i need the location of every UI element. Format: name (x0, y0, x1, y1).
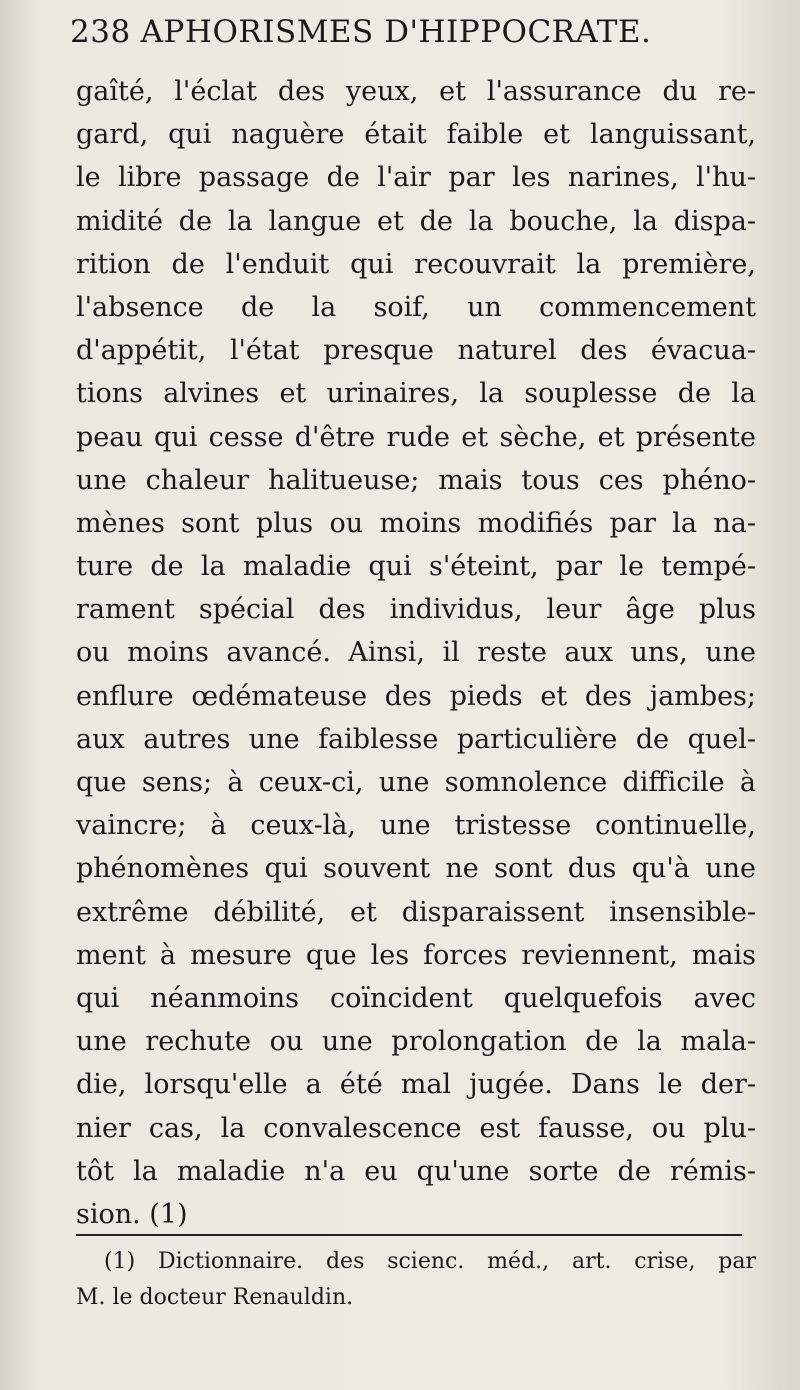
text-line: extrême débilité, et disparaissent insensible- (76, 896, 756, 928)
text-line: d'appétit, l'état presque naturel des évacua- (76, 335, 756, 367)
text-line: tôt la maladie n'a eu qu'une sorte de rémis- (76, 1155, 756, 1187)
running-header (70, 14, 770, 50)
text-line: ture de la maladie qui s'éteint, par le tempé- (76, 551, 756, 583)
footnote (76, 1244, 756, 1316)
text-line: aux autres une faiblesse particulière de quel- (76, 723, 756, 755)
text-line: une rechute ou une prolongation de la mala- (76, 1026, 756, 1058)
text-line: gard, qui naguère était faible et languissant, (76, 119, 756, 151)
running-title: APHORISMES D'HIPPOCRATE. (140, 14, 652, 50)
text-line: vaincre; à ceux-là, une tristesse continuelle, (76, 810, 756, 842)
text-line: que sens; à ceux-ci, une somnolence difficile à (76, 767, 756, 798)
page-number: 238 (70, 14, 131, 50)
text-line: ment à mesure que les forces reviennent, mais (76, 939, 756, 971)
text-line: die, lorsqu'elle a été mal jugée. Dans le der- (76, 1069, 756, 1101)
footnote-line: (1) Dictionnaire. des scienc. méd., art. crise, par (104, 1249, 756, 1274)
text-line: rition de l'enduit qui recouvrait la première, (76, 248, 756, 280)
footnote-line: M. le docteur Renauldin. (76, 1285, 354, 1310)
text-line: l'absence de la soif, un commencement (76, 291, 756, 323)
text-line: gaîté, l'éclat des yeux, et l'assurance du re- (76, 76, 756, 107)
text-line: rament spécial des individus, leur âge plus (76, 594, 756, 626)
text-line: une chaleur halitueuse; mais tous ces phéno- (76, 464, 756, 496)
text-line: midité de la langue et de la bouche, la dispa- (76, 205, 756, 237)
body-text (76, 70, 756, 1236)
footnote-divider (76, 1234, 742, 1236)
text-line: peau qui cesse d'être rude et sèche, et présente (76, 421, 756, 453)
text-line: mènes sont plus ou moins modifiés par la na- (76, 507, 756, 539)
text-line: phénomènes qui souvent ne sont dus qu'à une (76, 853, 756, 885)
text-line: ou moins avancé. Ainsi, il reste aux uns, une (76, 637, 756, 669)
text-line: tions alvines et urinaires, la souplesse de la (76, 378, 756, 410)
text-line: le libre passage de l'air par les narines, l'hu- (76, 162, 756, 194)
text-line: qui néanmoins coïncident quelquefois avec (76, 982, 756, 1014)
text-line: nier cas, la convalescence est fausse, ou plu- (76, 1112, 756, 1144)
text-line: enflure œdémateuse des pieds et des jambes; (76, 680, 756, 712)
text-line: sion. (1) (76, 1198, 188, 1230)
